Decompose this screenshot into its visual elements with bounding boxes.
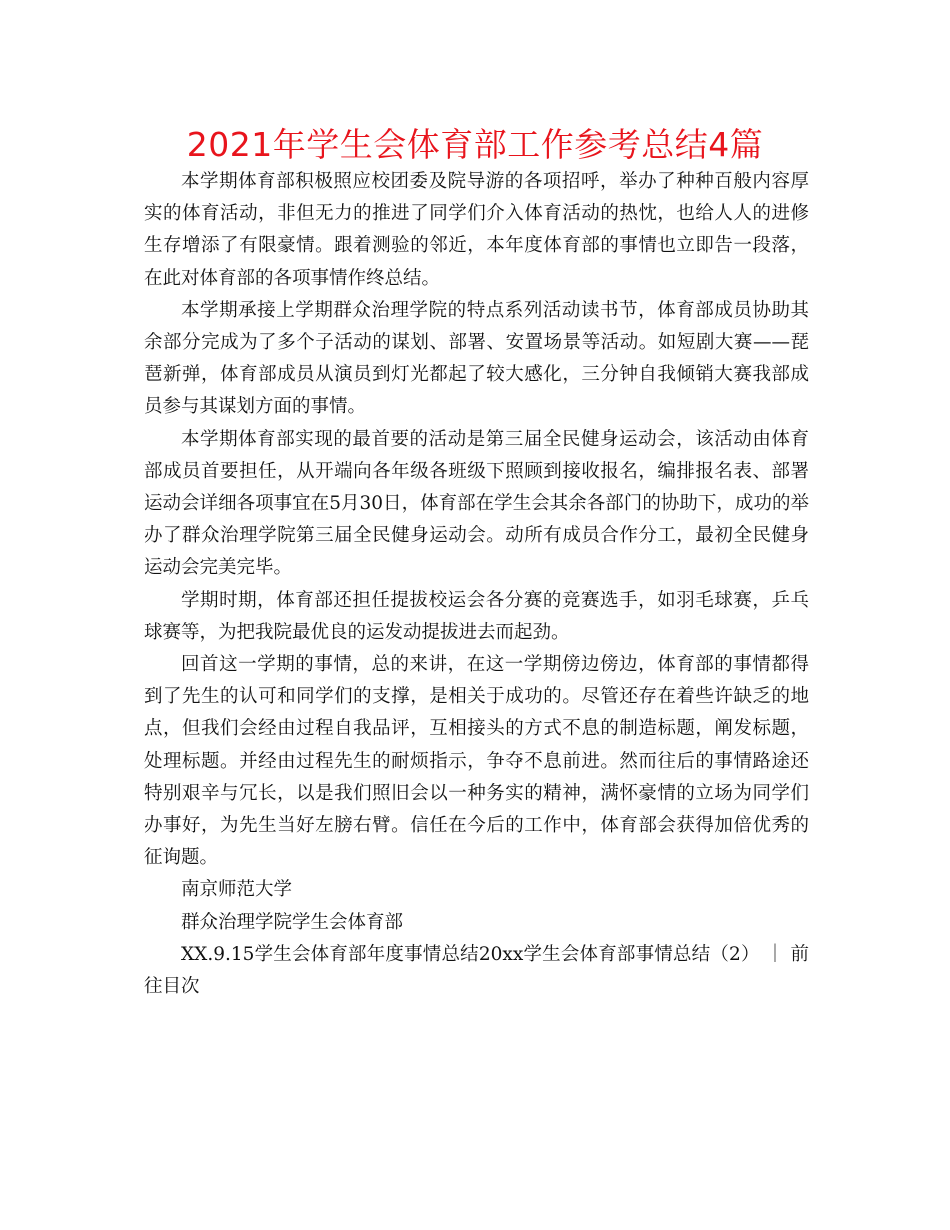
paragraph-sports-meet: 本学期体育部实现的最首要的活动是第三届全民健身运动会，该活动由体育部成员首要担任，从开端向各年级各班级下照顾到接收报名，编排报名表、部署运动会详细各项事宜在5月30日，体育部在学生会其余各部门的协助下，成功的举办了群众治理学院第三届全民健身运动会。动所有成员合作分工，最初全民健身运动会完美完毕。 [144, 428, 809, 579]
document-title: 2021年学生会体育部工作参考总结4篇 [186, 125, 764, 164]
paragraph-reading-festival: 本学期承接上学期群众治理学院的特点系列活动读书节，体育部成员协助其余部分完成为了多个子活动的谋划、部署、安置场景等活动。如短剧大赛——琵琶新弹，体育部成员从演员到灯光都起了较大感化，三分钟自我倾销大赛我部成员参与其谋划方面的事情。 [144, 299, 809, 418]
signature-university: 南京师范大学 [181, 879, 293, 901]
footer-navigation-text: XX.9.15学生会体育部年度事情总结20xx学生会体育部事情总结（2） ｜ 前往目次 [144, 943, 809, 998]
paragraph-intro: 本学期体育部积极照应校团委及院导游的各项招呼，举办了种种百般内容厚实的体育活动，非但无力的推进了同学们介入体育活动的热忱，也给人人的进修生存增添了有限豪情。跟着测验的邻近，本年度体育部的事情也立即告一段落，在此对体育部的各项事情作终总结。 [144, 171, 809, 289]
signature-department: 群众治理学院学生会体育部 [181, 911, 404, 933]
paragraph-review: 回首这一学期的事情，总的来讲，在这一学期傍边傍边，体育部的事情都得到了先生的认可和同学们的支撑，是相关于成功的。尽管还存在着些许缺乏的地点，但我们会经由过程自我品评，互相接头的方式不息的制造标题，阐发标题，处理标题。并经由过程先生的耐烦指示，争夺不息前进。然而往后的事情路途还特别艰辛与冗长，以是我们照旧会以一种务实的精神，满怀豪情的立场为同学们办事好，为先生当好左膀右臂。信任在今后的工作中，体育部会获得加倍优秀的征询题。 [144, 654, 809, 869]
paragraph-athlete-selection: 学期时期，体育部还担任提拔校运会各分赛的竞赛选手，如羽毛球赛，乒乓球赛等，为把我院最优良的运发动提拔进去而起劲。 [144, 589, 809, 643]
document-body [144, 166, 809, 1003]
